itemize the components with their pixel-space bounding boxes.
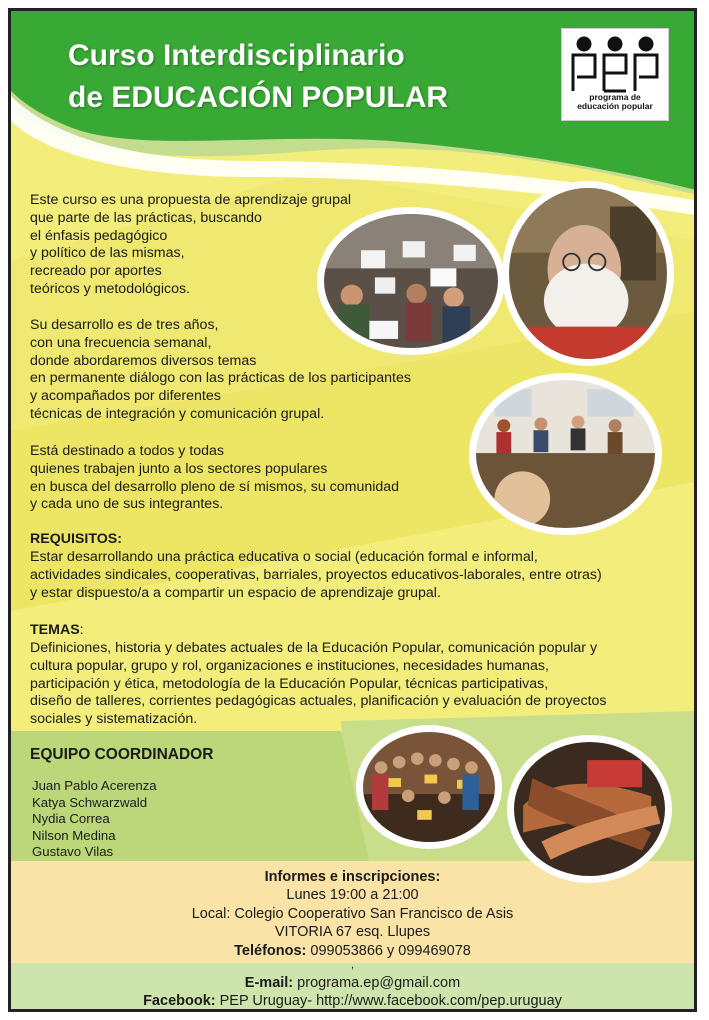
member-item: Nydia Correa <box>32 811 110 826</box>
photo-classroom <box>469 373 662 535</box>
photo-paulo-freire <box>502 181 674 366</box>
member-item: Gustavo Vilas <box>32 844 114 859</box>
course-title <box>68 35 448 119</box>
title-line-1: Curso Interdisciplinario <box>68 39 405 72</box>
logo-text-2: educación popular <box>577 101 653 111</box>
member-item: Katya Schwarzwald <box>32 794 148 810</box>
info-section <box>11 868 694 1011</box>
poster <box>8 8 697 1012</box>
member-item: Juan Pablo Acerenza <box>32 778 157 793</box>
intro-paragraph-1: Este curso es una propuesta de aprendizaje grupal que parte de las prácticas, buscando el énfasis pedagógico y político de las mismas, recreado por aportes teóricos y metodológicos. <box>30 192 352 297</box>
member-item: Nilson Medina <box>32 827 116 843</box>
phones-label: Teléfonos: <box>234 942 307 959</box>
info-heading: Informes e inscripciones: <box>264 869 441 885</box>
photo-group-with-certificates <box>356 725 502 849</box>
intro-paragraph-3: Está destinado a todos y todas quienes trabajen junto a los sectores populares en busca del desarrollo pleno de sí mismos, su comunidad y cada uno de sus integrantes. <box>30 443 400 513</box>
info-local: Local: Colegio Cooperativo San Francisco de Asis <box>191 905 514 922</box>
email-link[interactable]: programa.ep@gmail.com <box>297 975 461 992</box>
logo-text-1: programa de <box>589 92 641 102</box>
info-facebook <box>11 992 694 1010</box>
temas-body: Definiciones, historia y debates actuales de la Educación Popular, comunicación popular y cultura popular, grupo y rol, organizaciones e instituciones, necesidades humanas, participación y ética, metodología de la Educación Popular, técnicas participativas, diseño de talleres, corrientes pedagógicas actuales, planificación y evaluación de proyectos sociales y sistematización. <box>30 640 607 728</box>
requisitos-body: Estar desarrollando una práctica educativa o social (educación formal e informal, actividades sindicales, cooperativas, barriales, proyectos educativos-laborales, entre otras) y estar dispuesto/a a compartir un espacio de aprendizaje grupal. <box>30 549 602 601</box>
intro-paragraph-2: Su desarrollo es de tres años, con una frecuencia semanal, donde abordaremos diversos temas en permanente diálogo con las prácticas de los participantes y acompañados por diferentes técnicas de integración y comunicación grupal. <box>30 317 411 422</box>
temas-colon: : <box>79 622 84 638</box>
email-label: E-mail: <box>244 975 294 992</box>
info-comma: , <box>350 959 355 972</box>
info-email <box>11 974 694 992</box>
info-phones <box>11 942 694 960</box>
requisitos-heading: REQUISITOS: <box>30 531 122 547</box>
equipo-heading: EQUIPO COORDINADOR <box>30 746 214 763</box>
pep-logo <box>561 28 669 121</box>
facebook-label: Facebook: <box>143 993 216 1010</box>
equipo-members-list <box>32 778 157 861</box>
facebook-link[interactable]: PEP Uruguay- http://www.facebook.com/pep.uruguay <box>219 993 562 1010</box>
title-line-2: de EDUCACIÓN POPULAR <box>68 81 449 114</box>
temas-heading-label: TEMAS <box>30 622 80 638</box>
temas-heading <box>30 622 84 640</box>
info-address: VITORIA 67 esq. Llupes <box>274 924 431 941</box>
info-schedule: Lunes 19:00 a 21:00 <box>286 887 419 904</box>
photo-joined-hands <box>507 735 672 883</box>
phones-value: 099053866 y 099469078 <box>310 942 471 959</box>
pep-logo-icon <box>569 35 661 93</box>
